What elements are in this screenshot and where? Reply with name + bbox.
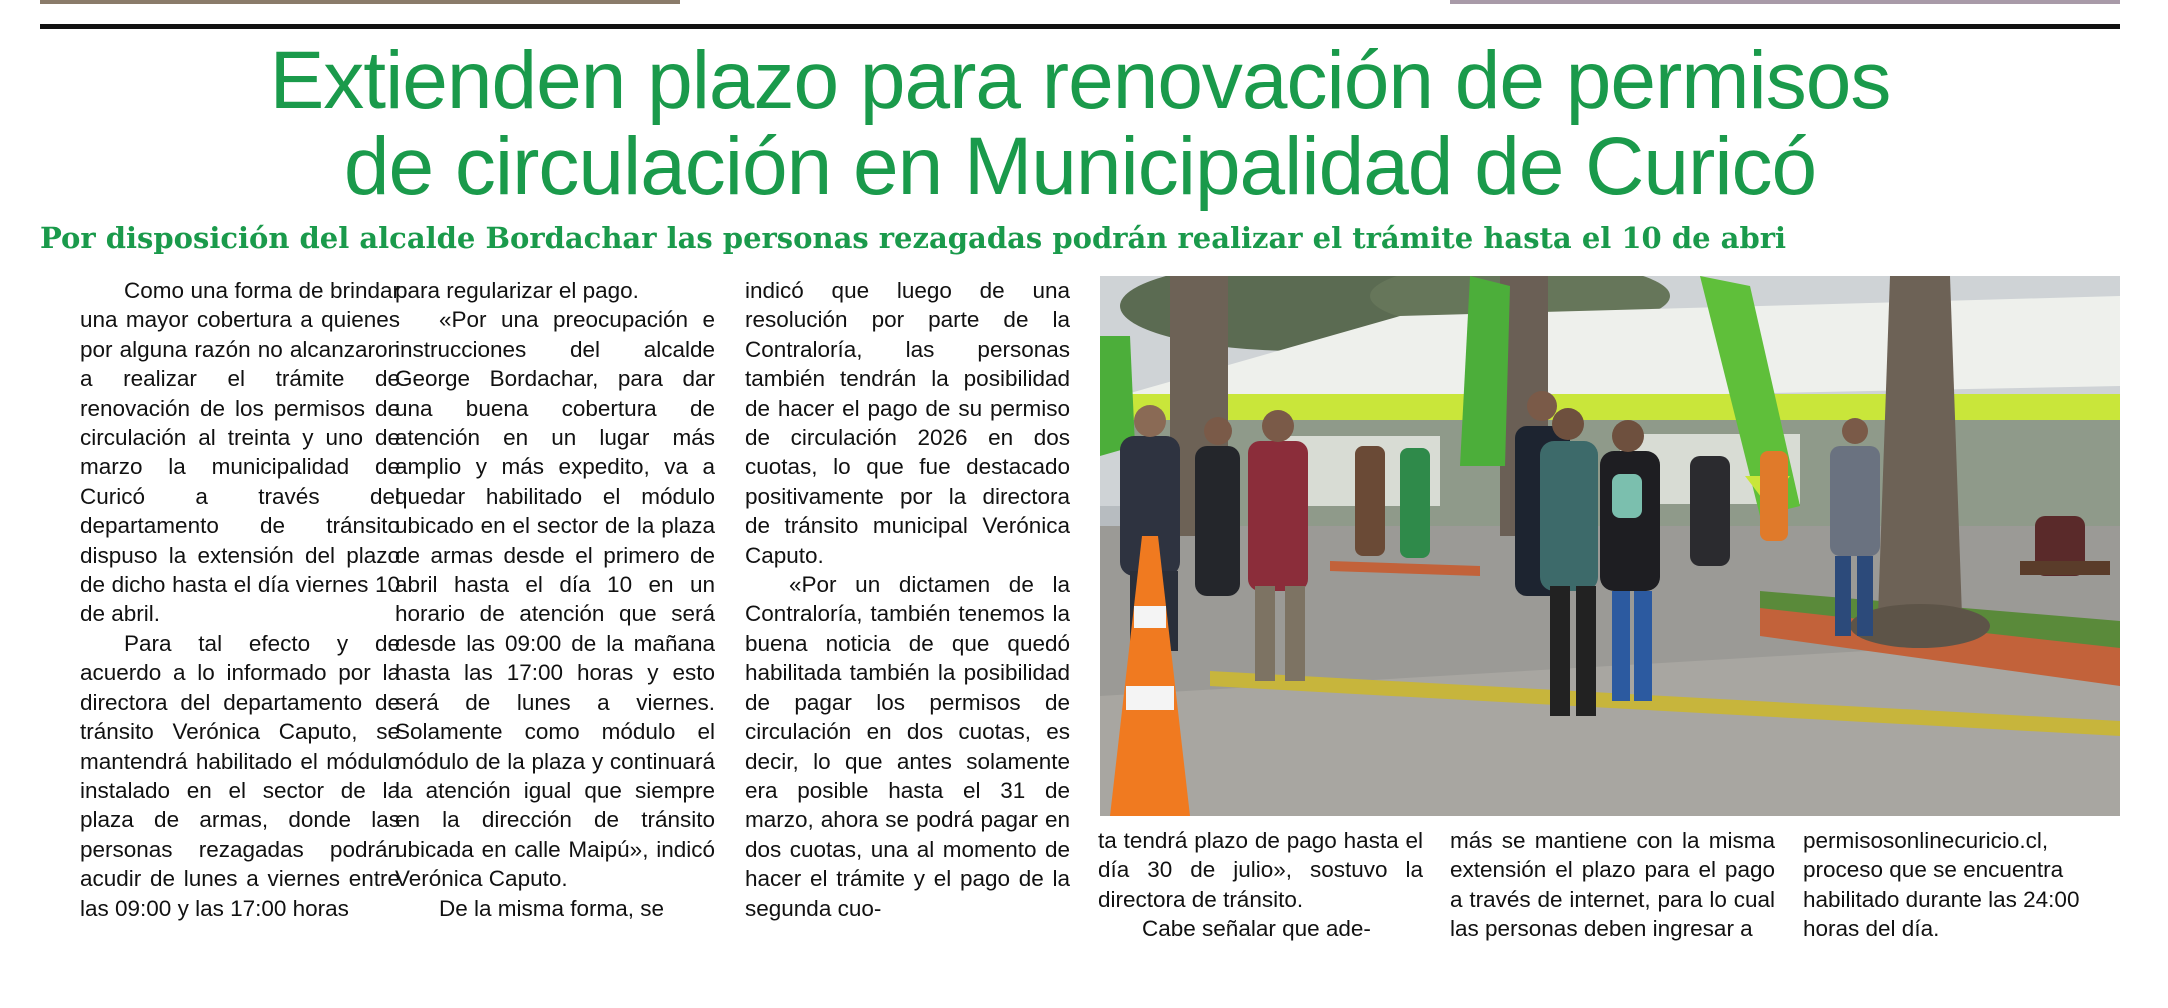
cone-stripe (1126, 686, 1174, 710)
cone-stripe (1134, 606, 1166, 628)
paragraph: Para tal efecto y de acuerdo a lo informado por la directora del departamento de tránsito Verónica Caputo, se mantendrá habilitado el módulo instalado en el sector de la plaza de armas, donde las personas rezagadas podrán acudir de lunes a viernes entre las 09:00 y las 17:00 horas (80, 630, 400, 921)
paragraph: indicó que luego de una resolución por parte de la Contraloría, las personas también tendrán la posibilidad de hacer el pago de su permiso de circulación 2026 en dos cuotas, lo que fue destacado positivamente por la directora de tránsito municipal Verónica Caputo. (745, 278, 1070, 568)
text-column-1 (80, 276, 400, 996)
paragraph: permisosonlinecuricio.cl, proceso que se encuentra habilitado durante las 24:00 horas del día. (1803, 828, 2080, 942)
paragraph: ta tendrá plazo de pago hasta el día 30 de julio», sostuvo la directora de tránsito. (1098, 828, 1423, 912)
text-column-3 (745, 276, 1070, 996)
text-column-4 (1098, 826, 1423, 996)
paragraph: «Por una preocupación e instrucciones del alcalde George Bordachar, para dar una buena cobertura de atención en un lugar más amplio y más expedito, va a quedar habilitado el módulo ubicado en el sector de la plaza de armas desde el primero de abril hasta el día 10 en un horario de atención que será desde las 09:00 de la mañana hasta las 17:00 horas y esto será de lunes a viernes. Solamente como módulo el módulo de la plaza y continuará la atención igual que siempre en la dirección de tránsito ubicada en calle Maipú», indicó Verónica Caputo. (395, 307, 715, 892)
headline-line-1: Extienden plazo para renovación de permisos (269, 35, 1891, 126)
paragraph: De la misma forma, se (439, 895, 665, 921)
photo-illustration (1100, 276, 2120, 816)
headline (40, 35, 2120, 212)
palm-trunk (1878, 276, 1962, 616)
headline-line-2: de circulación en Municipalidad de Curicó (343, 121, 1817, 212)
paragraph: Como una forma de brindar una mayor cobertura a quienes por alguna razón no alcanzaron a realizar el trámite de renovación de los permisos de circulación al treinta y uno de marzo la municipalidad de Curicó a través del departamento de tránsito dispuso la extensión del plazo de dicho hasta el día viernes 10 de abril. (80, 278, 400, 627)
subheadline: Por disposición del alcalde Bordachar las personas rezagadas podrán realizar el trámite hasta el 10 de abri (40, 221, 1787, 255)
top-strip (0, 0, 2168, 6)
paragraph: «Por un dictamen de la Contraloría, también tenemos la buena noticia de que quedó habilitada también la posibilidad de pagar los permisos de circulación en dos cuotas, es decir, lo que antes solamente era posible hasta el 31 de marzo, ahora se podrá pagar en dos cuotas, una al momento de hacer el trámite y el pago de la segunda cuo- (745, 572, 1070, 921)
paragraph: Cabe señalar que ade- (1142, 916, 1371, 942)
paragraph: para regularizar el pago. (395, 278, 639, 303)
paragraph: más se mantiene con la misma extensión el plazo para el pago a través de internet, para lo cual las personas deben ingresar a (1450, 828, 1775, 942)
header-rule (40, 24, 2120, 29)
article-photo (1100, 276, 2120, 816)
text-column-5 (1450, 826, 1775, 996)
bench (2020, 561, 2110, 575)
text-column-6 (1803, 826, 2128, 996)
text-column-2 (395, 276, 715, 996)
